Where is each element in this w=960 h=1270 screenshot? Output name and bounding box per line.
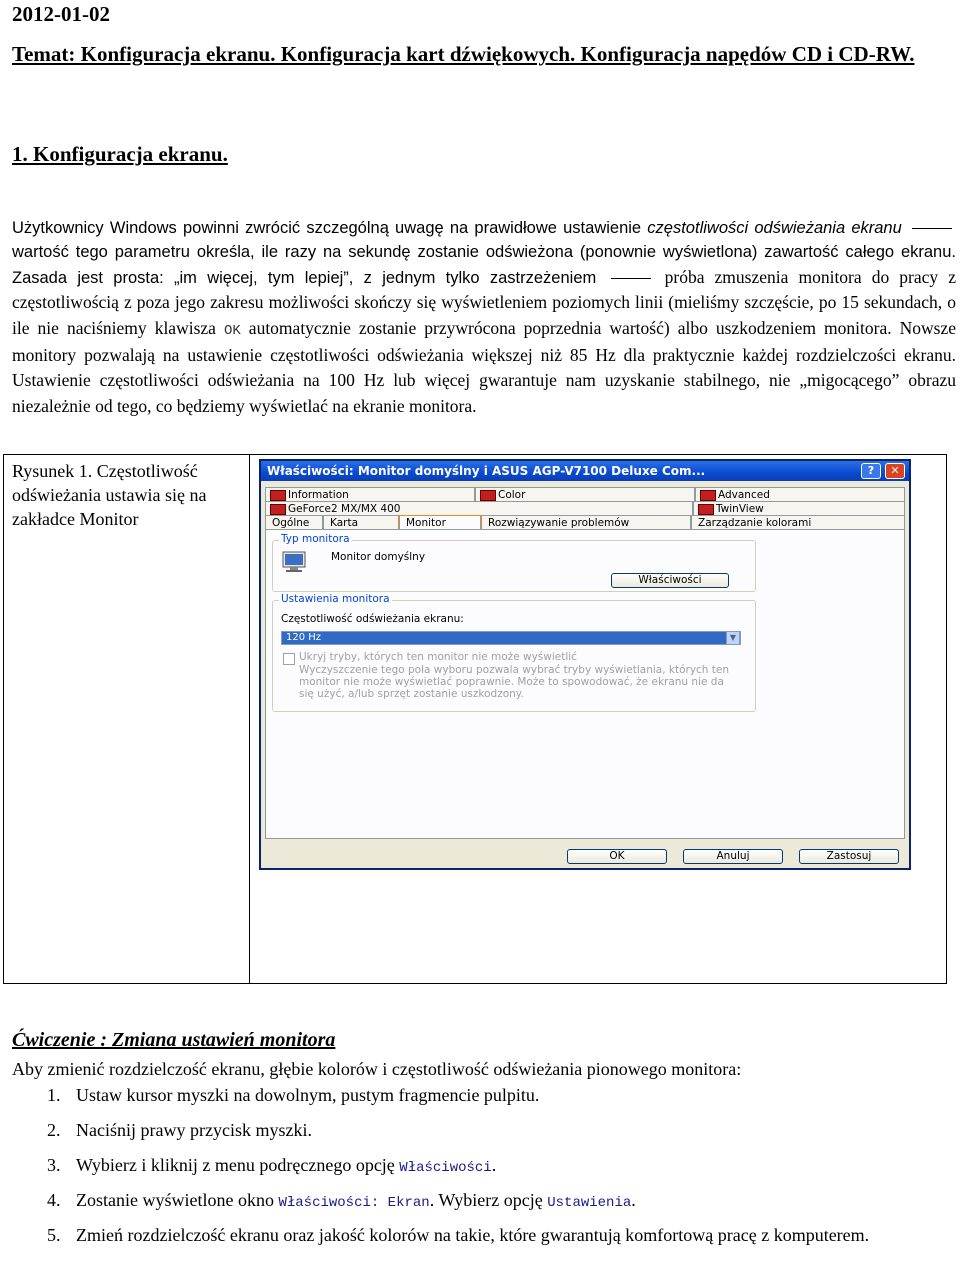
monitor-icon <box>281 551 307 573</box>
tab-information[interactable]: Information <box>265 487 475 501</box>
menu-option-properties: Właściwości <box>399 1160 492 1176</box>
hide-modes-label: Ukryj tryby, których ten monitor nie może wyświetlić <box>299 651 577 663</box>
tab-ogolne[interactable]: Ogólne <box>265 515 323 529</box>
exercise-intro: Aby zmienić rozdzielczość ekranu, głębie kolorów i częstotliwość odświeżania pionowego monitora: <box>12 1059 742 1079</box>
section-title-text: 1. Konfiguracja ekranu. <box>12 142 228 166</box>
para-text-2: wartość tego parametru określa, ile razy na sekundę zostanie odświeżona (ponownie wyświetlona) zawartość całego ekranu. Zasada jest prosta: „im więcej, tym lepiej”, z jednym tylko zastrzeżeniem <box>12 243 956 287</box>
apply-button[interactable]: Zastosuj <box>799 849 899 864</box>
nvidia-icon <box>480 490 496 501</box>
tab-row-2 <box>265 501 905 515</box>
monitor-type-label: Typ monitora <box>281 533 350 545</box>
tab-troubleshoot[interactable]: Rozwiązywanie problemów <box>481 515 691 529</box>
properties-dialog <box>259 459 911 870</box>
tab-row-3 <box>265 515 905 529</box>
topic-heading <box>12 40 957 68</box>
warning-text: Wyczyszczenie tego pola wyboru pozwala wybrać tryby wyświetlania, których ten monitor nie może wyświetlać poprawnie. Może to spowodować, że ekranu nie da się użyć, a/lub sprzęt zostanie uszkodzony. <box>299 664 730 700</box>
figure-caption: Rysunek 1. Częstotliwość odświeżania ustawia się na zakładce Monitor <box>12 461 207 529</box>
hide-modes-checkbox[interactable] <box>283 653 295 665</box>
monitor-tab-panel <box>265 529 905 839</box>
em-dash <box>611 278 651 279</box>
intro-paragraph <box>12 216 956 419</box>
help-button[interactable]: ? <box>861 463 881 479</box>
nvidia-icon <box>700 490 716 501</box>
document-date: 2012-01-02 <box>12 2 110 26</box>
topic-text: Temat: Konfiguracja ekranu. Konfiguracja kart dźwiękowych. Konfiguracja napędów CD i CD-RW. <box>12 42 915 66</box>
para-text-4: automatycznie zostanie przywrócona poprzednia wartość) albo uszkodzeniem monitora. Nowsze monitory pozwalają na ustawienie częstotliwości odświeżania większej niż 85 Hz dla praktycznie każdej rozdzielczości ekranu. Ustawienie częstotliwości odświeżania na 100 Hz lub więcej gwarantuje nam uzyskanie stabilnego, nie „migocącego” obrazu niezależnie od tego, co będziemy wyświetlać na ekranie monitora. <box>12 317 956 416</box>
option-settings: Ustawienia <box>547 1195 632 1211</box>
window-name: Właściwości: Ekran <box>278 1195 430 1211</box>
exercise-title-text: Ćwiczenie : Zmiana ustawień monitora <box>12 1029 336 1051</box>
tab-advanced[interactable]: Advanced <box>695 487 905 501</box>
monitor-settings-label: Ustawienia monitora <box>281 593 390 605</box>
nvidia-icon <box>698 504 714 515</box>
monitor-properties-button[interactable]: Właściwości <box>611 573 729 588</box>
para-italic-term: częstotliwości odświeżania ekranu <box>647 219 902 237</box>
dialog-title: Właściwości: Monitor domyślny i ASUS AGP-V7100 Deluxe Com... <box>267 464 706 478</box>
nvidia-icon <box>270 504 286 515</box>
monitor-settings-group <box>272 593 756 712</box>
tab-color[interactable]: Color <box>475 487 695 501</box>
monitor-type-group <box>272 533 756 592</box>
tab-karta[interactable]: Karta <box>323 515 399 529</box>
tab-row-1 <box>265 487 905 501</box>
para-text-3: próba zmuszenia monitora do pracy z częstotliwością z poza jego zakresu możliwości skończy się wyświetleniem poziomych linii (mieliśmy szczęście, po 15 sekundach, o ile nie naciśniemy klawisza <box>12 266 956 338</box>
tab-twinview[interactable]: TwinView <box>693 501 905 515</box>
em-dash <box>912 228 952 229</box>
tab-geforce[interactable]: GeForce2 MX/MX 400 <box>265 501 693 515</box>
refresh-rate-value: 120 Hz <box>286 632 322 643</box>
chevron-down-icon[interactable]: ▼ <box>726 631 740 645</box>
refresh-rate-select[interactable] <box>281 631 741 645</box>
ok-button[interactable]: OK <box>567 849 667 864</box>
para-text-1: Użytkownicy Windows powinni zwrócić szczególną uwagę na prawidłowe ustawienie <box>12 219 648 237</box>
refresh-rate-label: Częstotliwość odświeżania ekranu: <box>281 613 464 625</box>
dialog-titlebar <box>261 461 909 481</box>
monitor-name: Monitor domyślny <box>331 551 426 563</box>
close-button[interactable]: ✕ <box>885 463 905 479</box>
cancel-button[interactable]: Anuluj <box>683 849 783 864</box>
section-title <box>12 142 228 167</box>
tab-monitor[interactable]: Monitor <box>399 515 481 529</box>
exercise-title <box>12 1029 335 1052</box>
para-key-ok: OK <box>223 322 241 339</box>
tab-color-management[interactable]: Zarządzanie kolorami <box>691 515 905 529</box>
figure-caption-cell <box>4 455 250 983</box>
nvidia-icon <box>270 490 286 501</box>
